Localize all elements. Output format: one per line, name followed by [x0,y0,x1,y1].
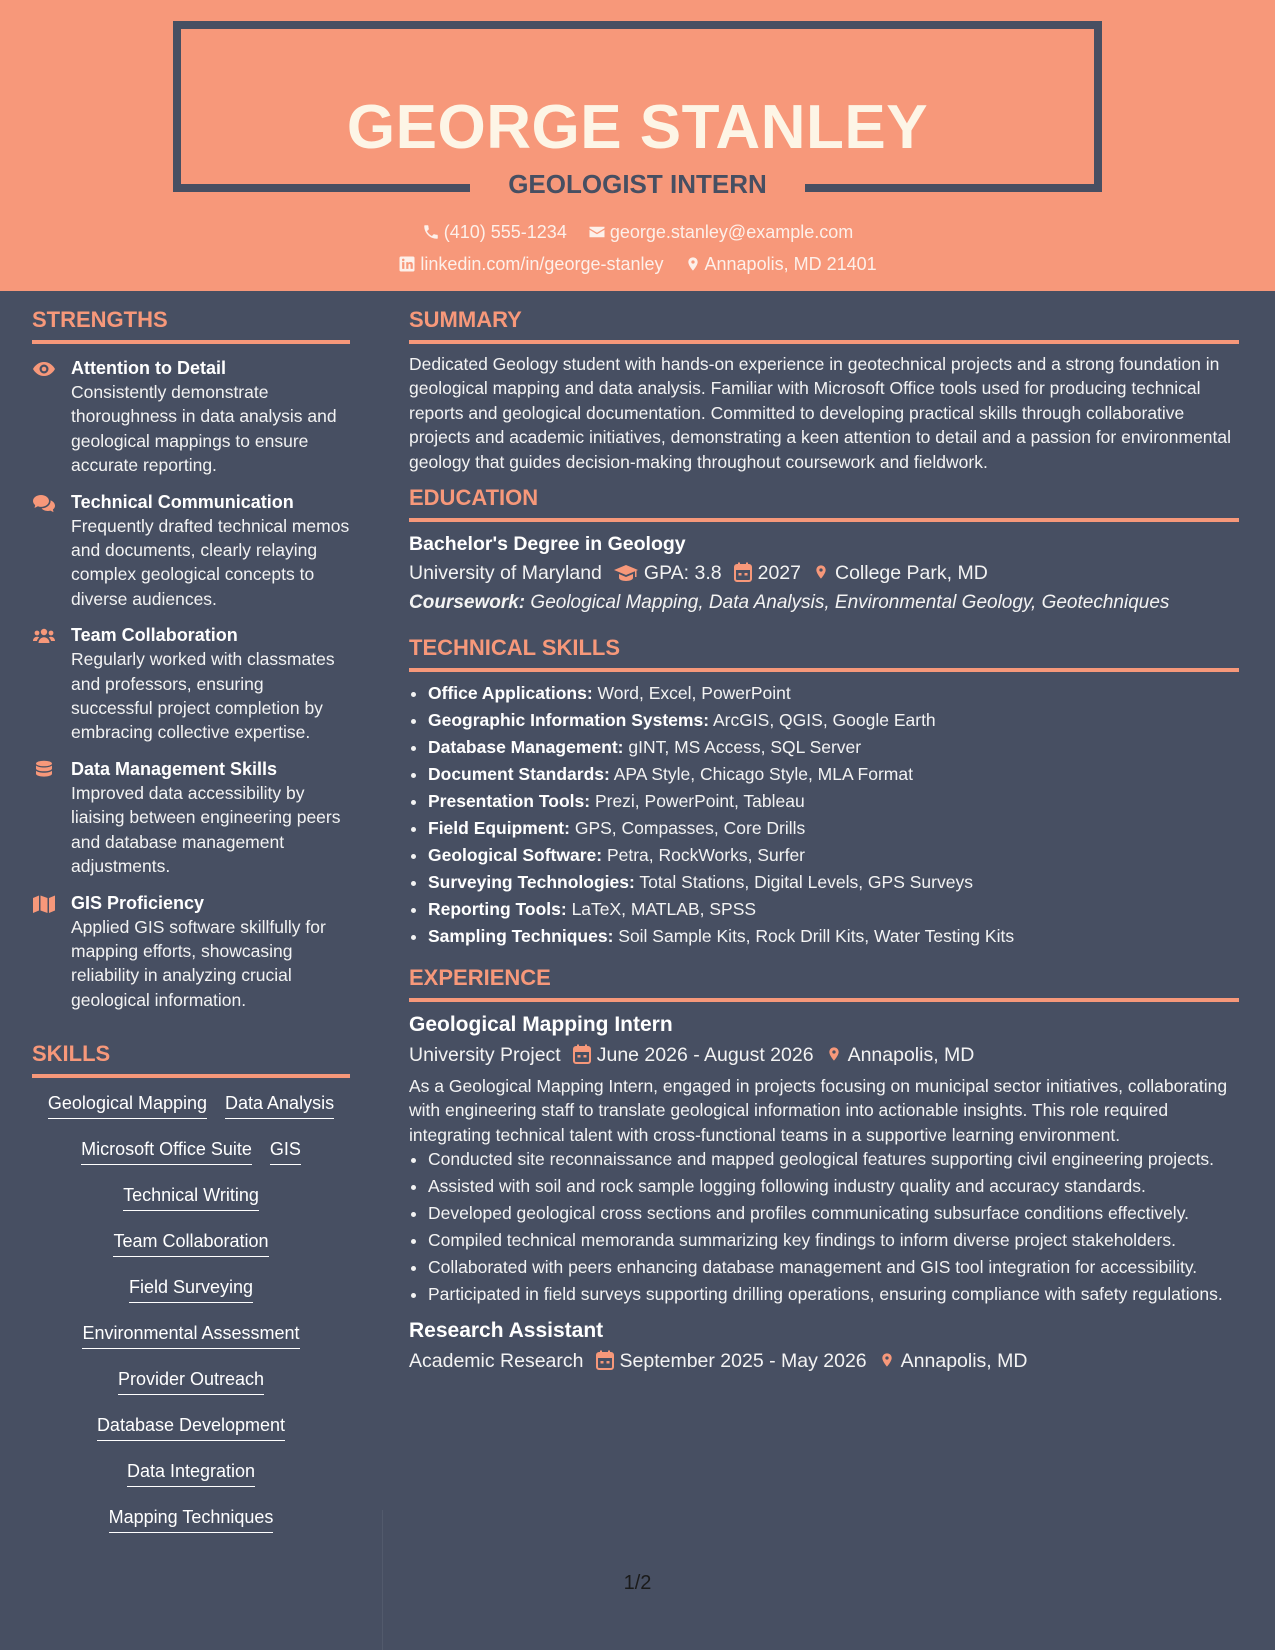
job-meta [409,1040,1239,1070]
strength-title: GIS Proficiency [71,892,205,913]
resume-header [0,0,1275,291]
skill-label: Reporting Tools: [428,899,567,920]
skills-title: SKILLS [32,1040,350,1078]
left-column [32,306,350,1546]
job-bullet: • Conducted site reconnaissance and mapped geological features supporting civil engineering projects. [428,1147,1239,1171]
calendar-icon [573,1044,591,1064]
experience-title: EXPERIENCE [409,964,1239,1002]
skill-label: Presentation Tools: [428,791,591,812]
technical-skill-item [428,815,1239,842]
strength-title: Team Collaboration [71,625,238,646]
gpa-text: GPA: 3.8 [643,562,722,585]
phone-text: (410) 555-1234 [443,222,567,242]
strength-item [32,891,350,1013]
technical-skill-item [428,842,1239,869]
strength-item [32,490,350,612]
school-location: College Park, MD [834,562,988,585]
strengths-section [32,306,350,1012]
skill-tag: Provider Outreach [118,1362,264,1395]
skill-value: Total Stations, Digital Levels, GPS Surveys [639,872,973,893]
technical-skill-item [428,761,1239,788]
linkedin-contact[interactable] [398,252,663,276]
eye-icon [32,359,56,379]
contact-row-1 [0,220,1275,244]
map-icon [32,894,56,914]
skill-tag: Data Analysis [225,1086,334,1119]
strength-desc: Consistently demonstrate thoroughness in data analysis and geological mappings to ensure accurate reporting. [71,382,337,476]
strength-item [32,757,350,879]
education-section [409,484,1239,618]
skill-value: Petra, RockWorks, Surfer [606,845,806,866]
calendar-icon [596,1350,614,1370]
summary-section [409,306,1239,474]
phone-contact[interactable] [422,220,567,244]
technical-skill-item [428,734,1239,761]
job-title: Research Assistant [409,1319,604,1343]
summary-text: Dedicated Geology student with hands-on experience in geotechnical projects and a strong foundation in geological mapping and data analysis. Familiar with Microsoft Office tools used for producing technical reports and geological documentation. Committed to developing practical skills through collaborative projects and academic initiatives, demonstrating a keen attention to detail and a passion for environmental geology that guides decision-making throughout coursework and fieldwork. [409,354,1232,472]
strength-title: Technical Communication [71,491,294,512]
skill-value: GPS, Compasses, Core Drills [574,818,806,839]
technical-skill-item [428,923,1239,950]
skill-label: Sampling Techniques: [428,926,614,947]
job-location: Annapolis, MD [847,1044,975,1067]
job-org: Academic Research [409,1350,584,1373]
graduation-cap-icon [614,564,638,582]
experience-section [409,964,1239,1376]
education-title: EDUCATION [409,484,1239,522]
skill-tag: Team Collaboration [113,1224,268,1257]
skill-tag: Environmental Assessment [82,1316,299,1349]
skill-value: ArcGIS, QGIS, Google Earth [712,710,936,731]
skill-tag: Technical Writing [123,1178,259,1211]
map-marker-icon [879,1350,895,1370]
skill-tag: Data Integration [127,1454,255,1487]
location-text: Annapolis, MD 21401 [704,254,877,274]
map-marker-icon [813,562,829,582]
skill-tag: GIS [270,1132,301,1165]
map-marker-icon [685,255,701,273]
strengths-title: STRENGTHS [32,306,350,344]
skill-label: Office Applications: [428,683,593,704]
skill-tag: Field Surveying [129,1270,253,1303]
job-entry [409,1010,1239,1306]
skill-tag: Mapping Techniques [109,1500,274,1533]
skill-value: Soil Sample Kits, Rock Drill Kits, Water Testing Kits [618,926,1015,947]
skill-label: Database Management: [428,737,624,758]
skill-label: Geological Software: [428,845,603,866]
contact-row-2 [0,252,1275,276]
skill-value: APA Style, Chicago Style, MLA Format [613,764,913,785]
technical-skill-item [428,707,1239,734]
users-icon [32,626,56,646]
strength-title: Attention to Detail [71,358,226,378]
strength-desc: Frequently drafted technical memos and documents, clearly relaying complex geological concepts to diverse audiences. [71,515,350,609]
comments-icon [32,493,56,513]
strength-item [32,623,350,745]
strength-item [32,356,350,478]
database-icon [32,760,56,780]
skill-tag: Microsoft Office Suite [81,1132,252,1165]
skill-label: Field Equipment: [428,818,570,839]
role-label-wrap [470,162,805,206]
education-meta [409,558,1239,588]
skill-value: LaTeX, MATLAB, SPSS [571,899,757,920]
job-dates: September 2025 - May 2026 [619,1350,867,1373]
phone-icon [422,223,440,241]
skill-value: Word, Excel, PowerPoint [597,683,791,704]
skill-label: Geographic Information Systems: [428,710,710,731]
location-contact [685,252,877,276]
right-column [409,306,1239,1376]
skill-tag: Database Development [97,1408,285,1441]
coursework-line [409,588,1239,618]
technical-skill-item [428,680,1239,707]
strength-title: Data Management Skills [71,758,278,779]
map-marker-icon [826,1044,842,1064]
technical-skill-item [428,869,1239,896]
technical-skills-section [409,634,1239,950]
job-dates: June 2026 - August 2026 [596,1044,814,1067]
job-bullets [409,1147,1239,1306]
school-name: University of Maryland [409,562,602,585]
linkedin-text: linkedin.com/in/george-stanley [420,254,664,274]
job-meta [409,1346,1239,1376]
skill-value: gINT, MS Access, SQL Server [628,737,862,758]
coursework-list: Geological Mapping, Data Analysis, Environmental Geology, Geotechniques [530,592,1170,614]
skill-tag: Geological Mapping [48,1086,207,1119]
job-description: As a Geological Mapping Intern, engaged in projects focusing on municipal sector initiatives, collaborating with engineering staff to translate geological information into actionable insights. This role required integrating technical talent with cross-functional teams in a supportive learning environment. [409,1076,1228,1145]
email-contact[interactable] [588,220,853,244]
job-bullet: • Assisted with soil and rock sample logging following industry quality and accuracy standards. [428,1174,1239,1198]
job-title: Geological Mapping Intern [409,1013,673,1037]
skill-cloud [32,1086,350,1546]
degree-title: Bachelor's Degree in Geology [409,533,686,556]
technical-skill-item [428,896,1239,923]
envelope-icon [588,223,606,241]
page-number: 1/2 [623,1572,652,1594]
summary-title: SUMMARY [409,306,1239,344]
coursework-label: Coursework: [409,592,526,614]
technical-skills-list [409,680,1239,950]
skills-section [32,1040,350,1546]
candidate-role: GEOLOGIST INTERN [508,169,767,199]
job-location: Annapolis, MD [900,1350,1028,1373]
job-org: University Project [409,1044,561,1067]
strength-desc: Regularly worked with classmates and professors, ensuring successful project completion by embracing collective expertise. [71,649,335,743]
graduation-year: 2027 [757,562,801,585]
candidate-name: GEORGE STANLEY [346,93,929,162]
job-bullet: • Developed geological cross sections and profiles communicating subsurface conditions effectively. [428,1201,1239,1225]
technical-skill-item [428,788,1239,815]
skill-value: Prezi, PowerPoint, Tableau [594,791,805,812]
job-entry [409,1316,1239,1376]
email-text: george.stanley@example.com [609,222,854,242]
strength-desc: Applied GIS software skillfully for mapping efforts, showcasing reliability in analyzing crucial geological information. [71,916,326,1010]
strength-desc: Improved data accessibility by liaising between engineering peers and database management adjustments. [71,782,341,877]
job-bullet: • Compiled technical memoranda summarizing key findings to inform diverse project stakeholders. [428,1228,1239,1252]
skill-label: Surveying Technologies: [428,872,635,893]
skill-label: Document Standards: [428,764,610,785]
technical-skills-title: TECHNICAL SKILLS [409,634,1239,672]
calendar-icon [734,562,752,582]
job-bullet: • Participated in field surveys supporting drilling operations, ensuring compliance with safety regulations. [428,1282,1239,1306]
linkedin-icon [398,255,416,273]
job-bullet: • Collaborated with peers enhancing database management and GIS tool integration for accessibility. [428,1255,1239,1279]
